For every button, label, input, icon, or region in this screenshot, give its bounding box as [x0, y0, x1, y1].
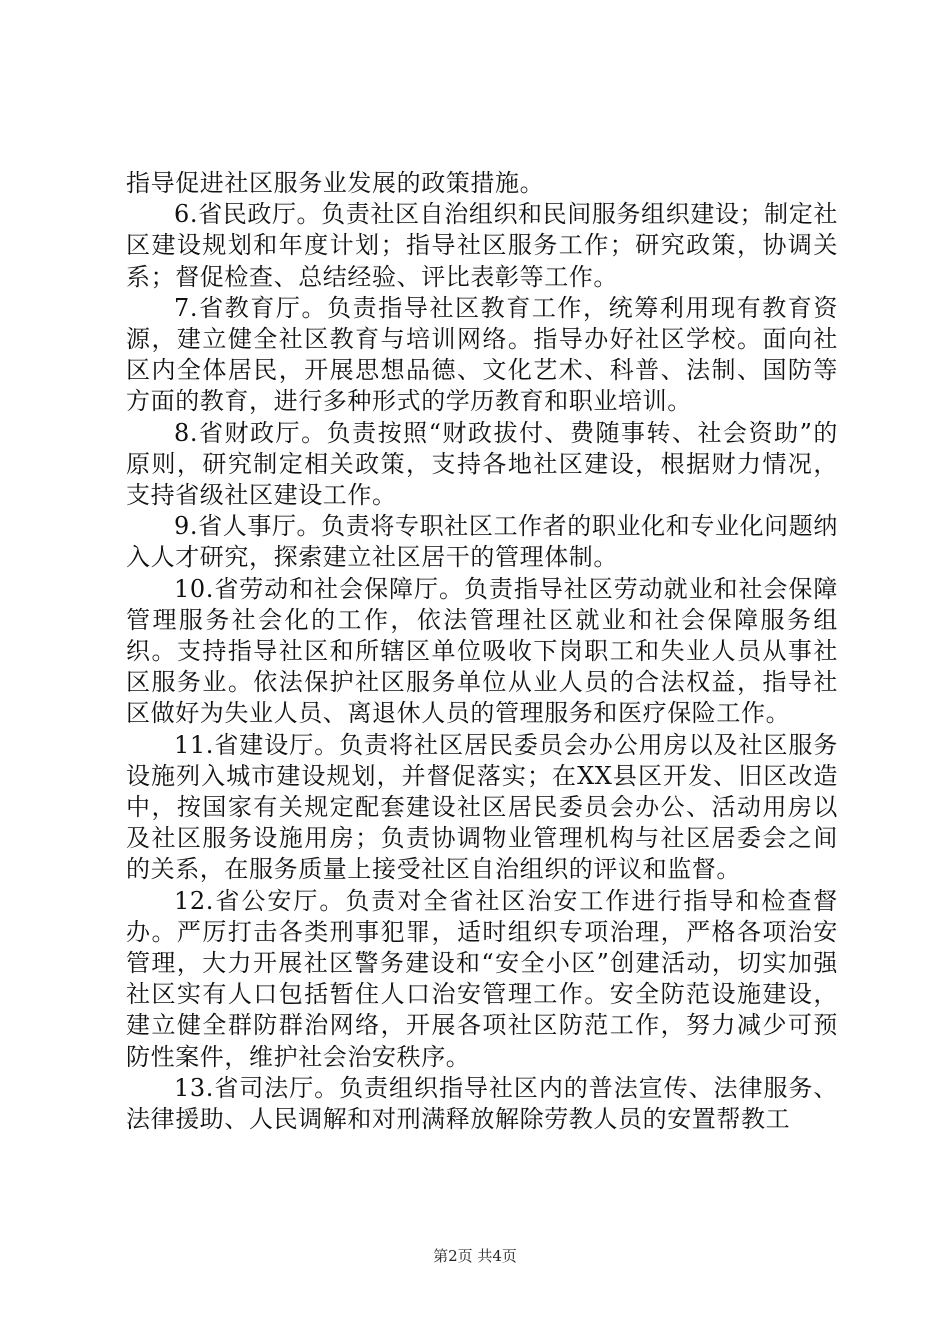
document-body: [126, 168, 838, 1135]
paragraph-item-10: 10.省劳动和社会保障厅。负责指导社区劳动就业和社会保障管理服务社会化的工作，依法管理社区就业和社会保障服务组织。支持指导社区和所辖区单位吸收下岗职工和失业人员从事社区服务业。依法保护社区服务单位从业人员的合法权益，指导社区做好为失业人员、离退休人员的管理服务和医疗保险工作。: [126, 574, 838, 728]
paragraph-item-7: 7.省教育厅。负责指导社区教育工作，统筹利用现有教育资源，建立健全社区教育与培训网络。指导办好社区学校。面向社区内全体居民，开展思想品德、文化艺术、科普、法制、国防等方面的教育，进行多种形式的学历教育和职业培训。: [126, 293, 838, 416]
paragraph-item-12: 12.省公安厅。负责对全省社区治安工作进行指导和检查督办。严厉打击各类刑事犯罪，适时组织专项治理，严格各项治安管理，大力开展社区警务建设和“安全小区”创建活动，切实加强社区实有人口包括暂住人口治安管理工作。安全防范设施建设，建立健全群防群治网络，开展各项社区防范工作，努力减少可预防性案件，维护社会治安秩序。: [126, 886, 838, 1071]
paragraph-item-9: 9.省人事厅。负责将专职社区工作者的职业化和专业化问题纳入人才研究，探索建立社区居干的管理体制。: [126, 512, 838, 572]
paragraph-item-11: 11.省建设厅。负责将社区居民委员会办公用房以及社区服务设施列入城市建设规划，并督促落实；在XX县区开发、旧区改造中，按国家有关规定配套建设社区居民委员会办公、活动用房以及社区服务设施用房；负责协调物业管理机构与社区居委会之间的关系，在服务质量上接受社区自治组织的评议和监督。: [126, 730, 838, 884]
paragraph-continuation: 指导促进社区服务业发展的政策措施。: [126, 169, 545, 197]
page-number-footer: 第2页 共4页: [433, 1247, 517, 1265]
paragraph-item-13: 13.省司法厅。负责组织指导社区内的普法宣传、法律服务、法律援助、人民调解和对刑满释放解除劳教人员的安置帮教工: [126, 1073, 838, 1134]
paragraph-item-8: 8.省财政厅。负责按照“财政拔付、费随事转、社会资助”的原则，研究制定相关政策，支持各地社区建设，根据财力情况，支持省级社区建设工作。: [126, 418, 838, 510]
paragraph-item-6: 6.省民政厅。负责社区自治组织和民间服务组织建设；制定社区建设规划和年度计划；指导社区服务工作；研究政策，协调关系；督促检查、总结经验、评比表彰等工作。: [126, 200, 838, 291]
